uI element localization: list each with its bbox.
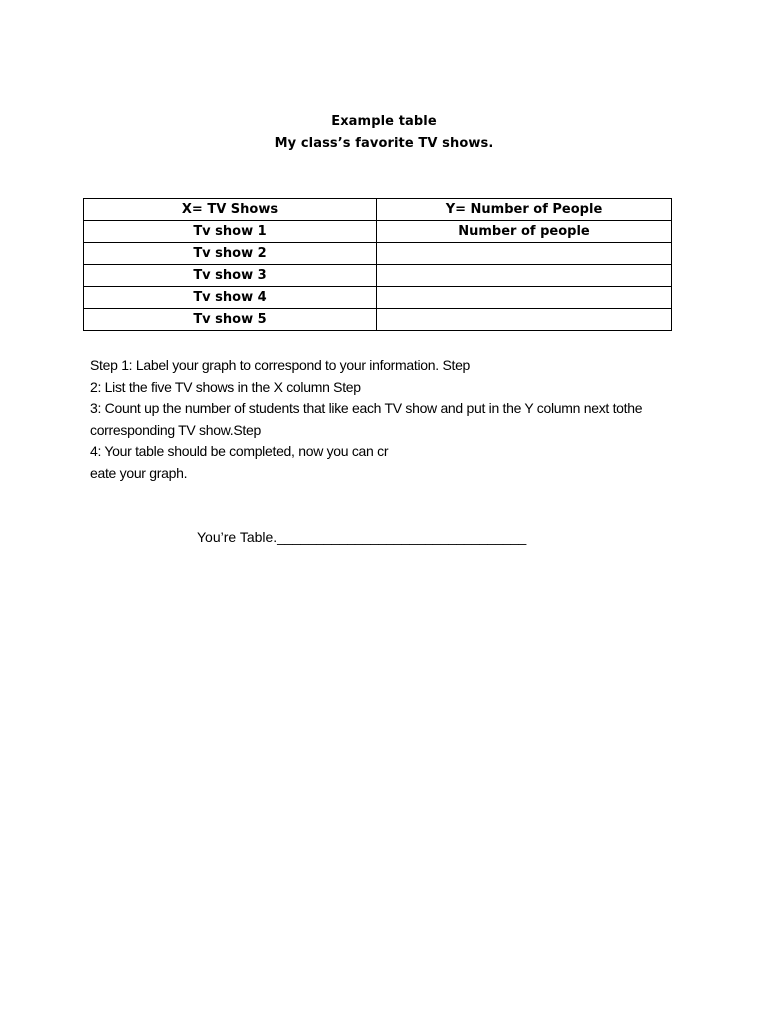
document-title: Example table (331, 114, 437, 129)
step-line: 4: Your table should be completed, now you can cr (90, 443, 389, 460)
step-line: 2: List the five TV shows in the X column Step (90, 378, 361, 395)
instructions-steps (90, 355, 690, 485)
table-cell-count (377, 287, 672, 309)
table-cell-count (377, 309, 672, 331)
tv-shows-table (83, 198, 672, 331)
table-cell-show: Tv show 4 (84, 287, 377, 309)
table-cell-show: Tv show 2 (84, 243, 377, 265)
table-cell-show: Tv show 5 (84, 309, 377, 331)
table-row (84, 287, 672, 309)
table-header-row (84, 199, 672, 221)
table-cell-count (377, 265, 672, 287)
step-line: eate your graph. (90, 464, 188, 481)
step-line: 3: Count up the number of students that like each TV show and put in the Y column next tothe (90, 400, 643, 417)
table-row (84, 309, 672, 331)
table-row (84, 243, 672, 265)
step-line: corresponding TV show.Step (90, 421, 261, 438)
table-cell-show: Tv show 3 (84, 265, 377, 287)
table-header-y: Y= Number of People (377, 199, 672, 221)
your-table-label: You’re Table.________________________________ (197, 529, 527, 545)
step-line: Step 1: Label your graph to correspond to your information. Step (90, 357, 471, 373)
table-cell-show: Tv show 1 (84, 221, 377, 243)
document-subtitle: My class’s favorite TV shows. (274, 136, 494, 151)
table-row (84, 265, 672, 287)
table-row (84, 221, 672, 243)
table-cell-count: Number of people (377, 221, 672, 243)
table-cell-count (377, 243, 672, 265)
table-header-x: X= TV Shows (84, 199, 377, 221)
